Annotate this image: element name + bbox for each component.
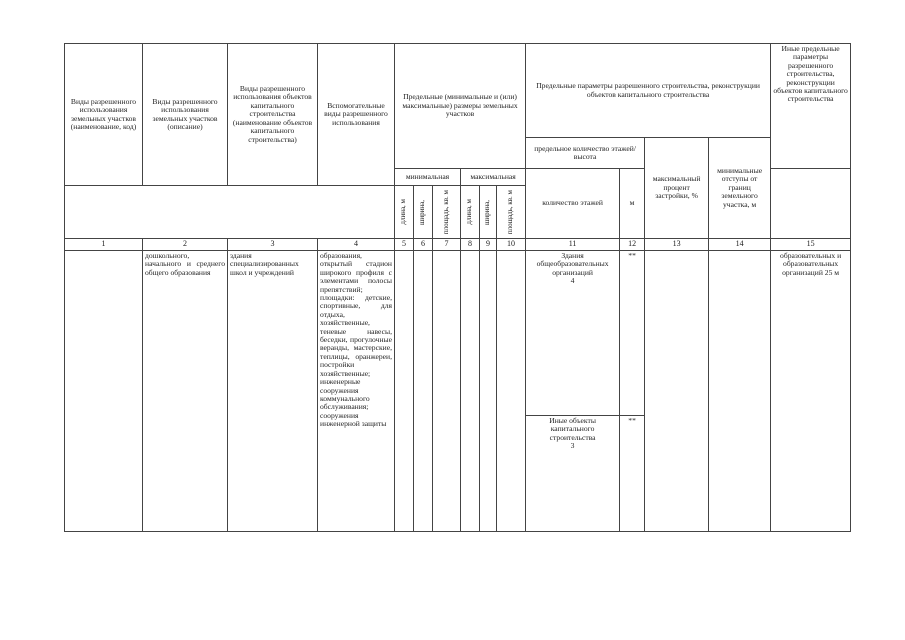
header-floors-height: предельное количество этажей/высота: [526, 138, 645, 169]
column-number: 7: [433, 239, 461, 251]
header-meters: м: [620, 169, 645, 239]
column-number: 3: [228, 239, 318, 251]
cell-meters-object-2: **: [620, 416, 645, 532]
column-number: 14: [709, 239, 771, 251]
zoning-regulations-table: [64, 43, 851, 532]
cell-floors-object-2: [526, 416, 620, 532]
header-min-setback: минимальные отступы от границ земельного участка, м: [709, 138, 771, 239]
table-row: [65, 251, 851, 416]
object-1-name: Здания общеобразовательных организаций: [536, 251, 609, 277]
header-max-area: площадь, кв. м: [497, 186, 526, 239]
header-min-length: длина, м: [395, 186, 414, 239]
header-max-width: ширина,: [480, 186, 497, 239]
cell-meters-object-1: **: [620, 251, 645, 416]
header-other-blank: [771, 169, 851, 239]
header-blank: [65, 186, 395, 239]
cell-max-percent: [645, 251, 709, 532]
column-number: 8: [461, 239, 480, 251]
column-number: 10: [497, 239, 526, 251]
header-max: максимальная: [461, 169, 526, 186]
header-max-length: длина, м: [461, 186, 480, 239]
header-plot-sizes: Предельные (минимальные и (или) максимальные) размеры земельных участков: [395, 44, 526, 169]
column-number: 1: [65, 239, 143, 251]
cell-other-params: образовательных и образовательных организаций 25 м: [771, 251, 851, 532]
header-min-width: ширина,: [414, 186, 433, 239]
column-number: 11: [526, 239, 620, 251]
header-land-use-name: Виды разрешенного использования земельных участков (наименование, код): [65, 44, 143, 186]
header-auxiliary-use: Вспомогательные виды разрешенного использования: [318, 44, 395, 186]
column-numbers-row: [65, 239, 851, 251]
object-2-name: Иные объекты капитального строительства: [549, 416, 596, 442]
object-1-floors: 4: [570, 276, 575, 286]
column-number: 4: [318, 239, 395, 251]
object-2-floors: 3: [570, 441, 575, 451]
cell-max-width: [480, 251, 497, 532]
header-min: минимальная: [395, 169, 461, 186]
cell-min-length: [395, 251, 414, 532]
header-floors-count: количество этажей: [526, 169, 620, 239]
column-number: 15: [771, 239, 851, 251]
header-other-params: Иные предельные параметры разрешенного строительства, реконструкции объектов капитального строительства: [771, 44, 851, 169]
column-number: 9: [480, 239, 497, 251]
cell-max-area: [497, 251, 526, 532]
header-max-percent: максимальный процент застройки, %: [645, 138, 709, 239]
cell-min-width: [414, 251, 433, 532]
column-number: 2: [143, 239, 228, 251]
header-min-area: площадь, кв. м: [433, 186, 461, 239]
column-number: 5: [395, 239, 414, 251]
cell-min-area: [433, 251, 461, 532]
header-land-use-description: Виды разрешенного использования земельных участков (описание): [143, 44, 228, 186]
cell-max-length: [461, 251, 480, 532]
column-number: 12: [620, 239, 645, 251]
column-number: 13: [645, 239, 709, 251]
header-construction-use: Виды разрешенного использования объектов капитального строительства (наименование объектов капитального строительства): [228, 44, 318, 186]
header-construction-params: Предельные параметры разрешенного строительства, реконструкции объектов капитального строительства: [526, 44, 771, 138]
cell-min-setback: [709, 251, 771, 532]
cell-land-use-name: [65, 251, 143, 532]
column-number: 6: [414, 239, 433, 251]
cell-auxiliary-use: образования, открытый стадион широкого профиля с элементами полосы препятствий; площадки: детские, спортивные, для отдыха, хозяйственные, теневые навесы, беседки, прогулочные веранды, мастерские, теплицы, оранжереи, постройки хозяйственные; инженерные сооружения коммунального обслуживания; сооружения инженерной защиты: [318, 251, 395, 532]
cell-construction-use: здания специализированных школ и учреждений: [228, 251, 318, 532]
cell-floors-object-1: [526, 251, 620, 416]
cell-land-use-description: дошкольного, начального и среднего общего образования: [143, 251, 228, 532]
